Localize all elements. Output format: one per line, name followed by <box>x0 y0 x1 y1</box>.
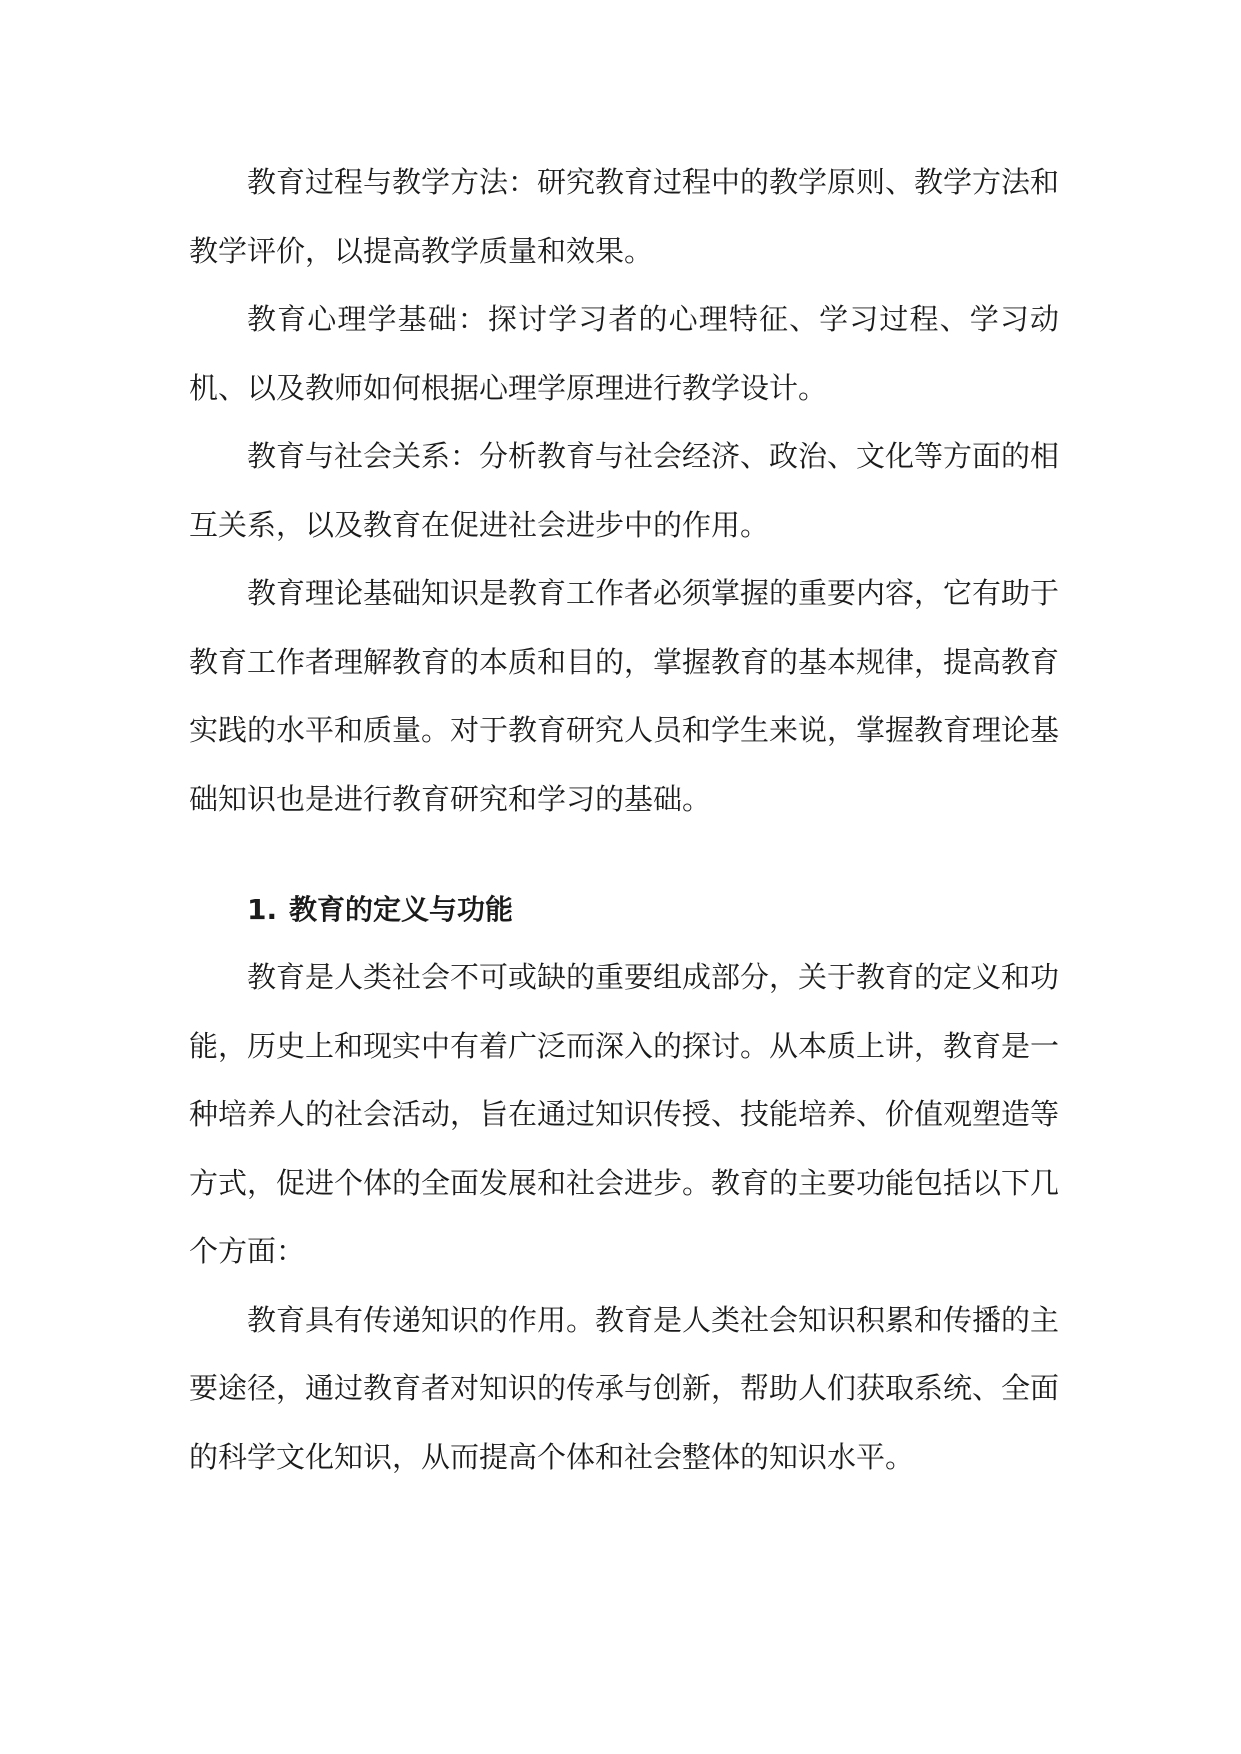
section-number: 1. <box>247 893 278 926</box>
section-heading <box>189 877 1059 943</box>
paragraph-education-society: 教育与社会关系：分析教育与社会经济、政治、文化等方面的相互关系，以及教育在促进社会进步中的作用。 <box>189 439 1060 542</box>
paragraph-theory-summary: 教育理论基础知识是教育工作者必须掌握的重要内容，它有助于教育工作者理解教育的本质和目的，掌握教育的基本规律，提高教育实践的水平和质量。对于教育研究人员和学生来说，掌握教育理论基础知识也是进行教育研究和学习的基础。 <box>189 576 1060 816</box>
paragraph-teaching-process: 教育过程与教学方法：研究教育过程中的教学原则、教学方法和教学评价，以提高教学质量和效果。 <box>189 165 1060 268</box>
document-body <box>189 148 1059 1491</box>
paragraph-knowledge-transfer: 教育具有传递知识的作用。教育是人类社会知识积累和传播的主要途径，通过教育者对知识的传承与创新，帮助人们获取系统、全面的科学文化知识，从而提高个体和社会整体的知识水平。 <box>189 1302 1060 1474</box>
paragraph-education-definition: 教育是人类社会不可或缺的重要组成部分，关于教育的定义和功能，历史上和现实中有着广泛而深入的探讨。从本质上讲，教育是一种培养人的社会活动，旨在通过知识传授、技能培养、价值观塑造等方式，促进个体的全面发展和社会进步。教育的主要功能包括以下几个方面： <box>189 960 1060 1268</box>
paragraph-educational-psychology: 教育心理学基础：探讨学习者的心理特征、学习过程、学习动机、以及教师如何根据心理学原理进行教学设计。 <box>189 302 1059 405</box>
section-title: 教育的定义与功能 <box>289 893 514 926</box>
